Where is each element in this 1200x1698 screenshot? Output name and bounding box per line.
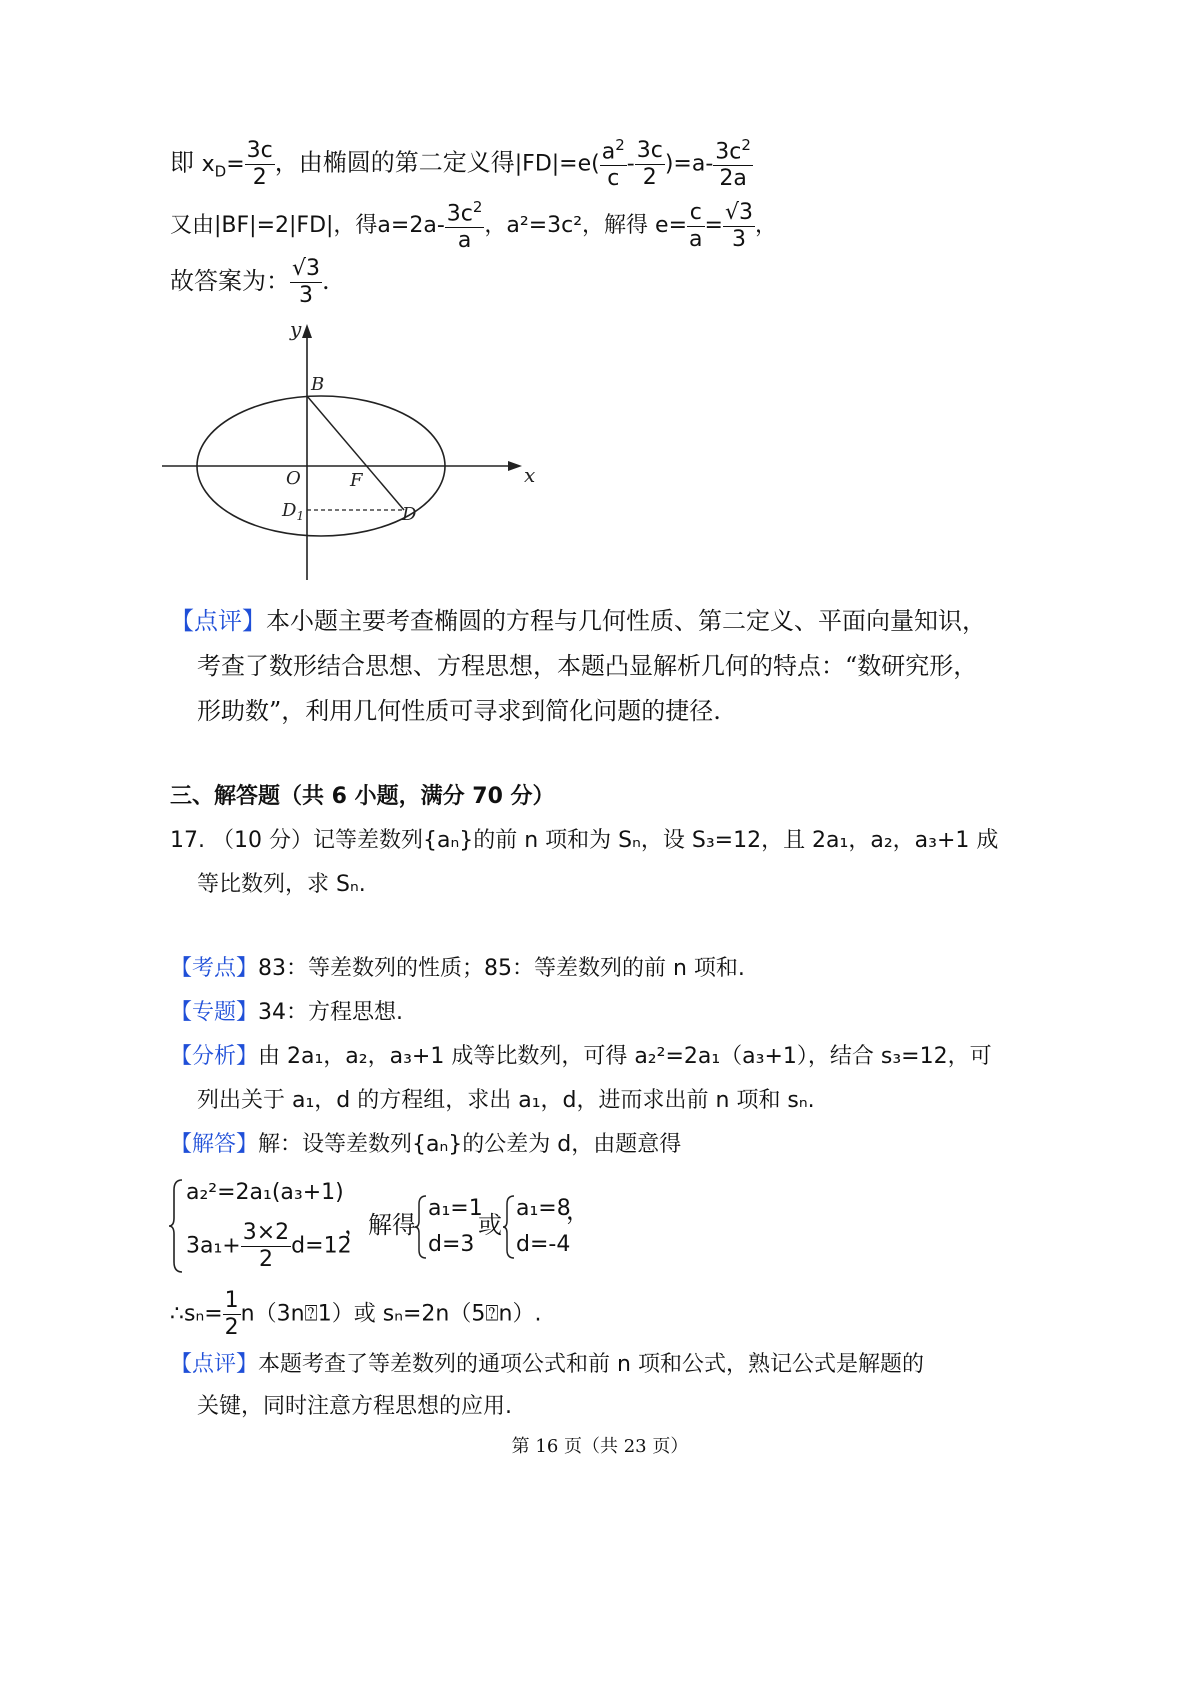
page-footer: 第 16 页（共 23 页） xyxy=(511,1436,689,1457)
denominator: c xyxy=(607,166,620,192)
fraction-1-2 xyxy=(223,1290,241,1339)
review-2-line-2: 关键，同时注意方程思想的应用. xyxy=(197,1394,512,1419)
denominator: 2a xyxy=(719,166,747,192)
equation-1: a₂²=2a₁(a₃+1) xyxy=(186,1180,344,1205)
question-17-line-1: 17. （10 分）记等差数列{aₙ}的前 n 项和为 Sₙ，设 S₃=12，且 2a₁，a₂，a₃+1 成 xyxy=(170,828,999,853)
text-segment: n（3n⍰1）或 sₙ=2n（5⍰n）. xyxy=(240,1301,542,1327)
zhuanti-tag: 【专题】 xyxy=(170,1000,259,1025)
xd-symbol: $x_D=$ xyxy=(201,151,245,181)
denominator: 2 xyxy=(224,1315,239,1340)
review-1-line-2: 考查了数形结合思想、方程思想，本题凸显解析几何的特点：“数研究形， xyxy=(197,652,978,680)
text-segment: a=2a- xyxy=(377,213,445,239)
denominator: a xyxy=(689,226,703,252)
text-segment: 34：方程思想. xyxy=(258,1000,404,1025)
label-x: x xyxy=(524,463,536,487)
text-segment: 本小题主要考查椭圆的方程与几何性质、第二定义、平面向量知识， xyxy=(266,607,986,635)
solution-line-2 xyxy=(170,200,777,252)
numerator xyxy=(713,138,753,166)
label-y: y xyxy=(290,318,302,341)
equation-system-brace xyxy=(168,1178,186,1274)
label-o: O xyxy=(286,468,301,489)
solution-1-a: a₁=1 xyxy=(428,1196,483,1221)
fraction-3c2-a xyxy=(445,200,485,252)
numerator xyxy=(445,200,485,228)
text-segment: 解：设等差数列{aₙ}的公差为 d，由题意得 xyxy=(258,1132,682,1157)
fraction-a2-c xyxy=(600,138,627,190)
kaodian-tag: 【考点】 xyxy=(170,956,259,981)
solution-2-a: a₁=8 xyxy=(516,1196,571,1221)
text-segment: 即 xyxy=(170,148,194,177)
text-segment: ，a²=3c²，解得 e= xyxy=(484,213,688,239)
fraction-3c-2 xyxy=(245,137,275,190)
therefore-line xyxy=(170,1290,541,1339)
fraction-3x2-2 xyxy=(241,1222,291,1271)
ellipse-figure xyxy=(150,318,550,588)
label-f: F xyxy=(350,470,363,491)
fraction-3c-2b xyxy=(635,137,665,190)
fenxi-line-1 xyxy=(170,1042,992,1072)
text-segment: 本题考查了等差数列的通项公式和前 n 项和公式，熟记公式是解题的 xyxy=(258,1352,924,1377)
fd-expression: |FD|=e( xyxy=(514,151,600,177)
numerator: c xyxy=(687,202,704,227)
segment-bd xyxy=(307,396,404,510)
numerator: 3c xyxy=(636,137,663,163)
jieda-line xyxy=(170,1130,681,1160)
text-segment: a xyxy=(601,139,616,165)
fraction-c-a xyxy=(687,199,704,252)
text-segment: )=a- xyxy=(664,151,714,177)
text-segment: 3c xyxy=(715,139,742,165)
superscript: 2 xyxy=(472,198,483,216)
equation-2 xyxy=(186,1222,352,1271)
review-1-line-3: 形助数”，利用几何性质可寻求到简化问题的捷径. xyxy=(197,697,721,725)
review-tag: 【点评】 xyxy=(170,607,266,635)
text-segment: ，由椭圆的第二定义得 xyxy=(274,148,515,177)
kaodian-line xyxy=(170,954,745,984)
minus-sign: - xyxy=(626,151,635,177)
fraction-3c2-2a xyxy=(713,138,753,190)
fraction-sqrt3-3 xyxy=(723,199,755,252)
label-b: B xyxy=(311,374,325,395)
solve-word: ，解得 xyxy=(344,1211,416,1239)
solution-1-brace xyxy=(414,1194,428,1260)
solution-2-brace xyxy=(502,1194,516,1260)
numerator: √3 xyxy=(292,256,321,281)
superscript: 2 xyxy=(615,136,625,154)
or-word: 或 xyxy=(478,1211,502,1239)
numerator: 3×2 xyxy=(242,1220,290,1245)
review-1-line-1 xyxy=(170,606,986,636)
solution-end: ， xyxy=(566,1197,590,1225)
answer-fraction xyxy=(290,258,322,307)
denominator: 2 xyxy=(258,1247,273,1272)
text-segment: ， xyxy=(754,213,777,239)
solution-line-1 xyxy=(170,138,753,190)
review-tag: 【点评】 xyxy=(170,1352,259,1377)
label-d: D xyxy=(402,504,417,525)
denominator: 2 xyxy=(642,164,657,190)
text-segment: 故答案为： xyxy=(170,267,290,295)
solution-1-d: d=3 xyxy=(428,1232,475,1257)
label-d1 xyxy=(281,500,304,523)
text-segment: x xyxy=(201,151,215,177)
text-segment: d=12 xyxy=(291,1233,352,1259)
text-segment: 又由|BF|=2|FD|，得 xyxy=(170,213,378,239)
text-segment: 83：等差数列的性质；85：等差数列的前 n 项和. xyxy=(258,956,745,981)
numerator: 3c xyxy=(246,137,273,163)
fenxi-tag: 【分析】 xyxy=(170,1044,259,1069)
text-segment: D xyxy=(282,500,297,521)
text-segment: 由 2a₁，a₂，a₃+1 成等比数列，可得 a₂²=2a₁（a₃+1），结合 s₃=12，可 xyxy=(258,1044,992,1069)
fenxi-line-2: 列出关于 a₁，d 的方程组，求出 a₁，d，进而求出前 n 项和 sₙ. xyxy=(197,1088,815,1113)
denominator: 3 xyxy=(731,226,746,252)
denominator: 2 xyxy=(252,164,267,190)
denominator: a xyxy=(457,228,472,254)
numerator xyxy=(600,138,627,166)
section-heading: 三、解答题（共 6 小题，满分 70 分） xyxy=(170,784,555,809)
text-segment: 3a₁+ xyxy=(186,1233,241,1259)
numerator: √3 xyxy=(724,199,753,225)
text-segment: . xyxy=(322,267,330,295)
numerator: 1 xyxy=(224,1288,239,1313)
solution-line-3 xyxy=(170,258,330,307)
text-segment: ∴sₙ= xyxy=(170,1301,223,1327)
equals-sign: = xyxy=(704,213,723,239)
jieda-tag: 【解答】 xyxy=(170,1132,259,1157)
solution-2-d: d=-4 xyxy=(516,1232,571,1257)
question-17-line-2: 等比数列，求 Sₙ. xyxy=(197,872,366,897)
y-axis-arrow xyxy=(302,324,312,338)
subscript: D xyxy=(214,162,227,181)
text-segment: 1 xyxy=(296,509,305,523)
zhuanti-line xyxy=(170,998,403,1028)
denominator: 3 xyxy=(299,283,313,308)
x-axis-arrow xyxy=(508,461,522,471)
superscript: 2 xyxy=(741,136,751,154)
review-2-line-1 xyxy=(170,1350,924,1380)
text-segment: 3c xyxy=(446,201,473,227)
